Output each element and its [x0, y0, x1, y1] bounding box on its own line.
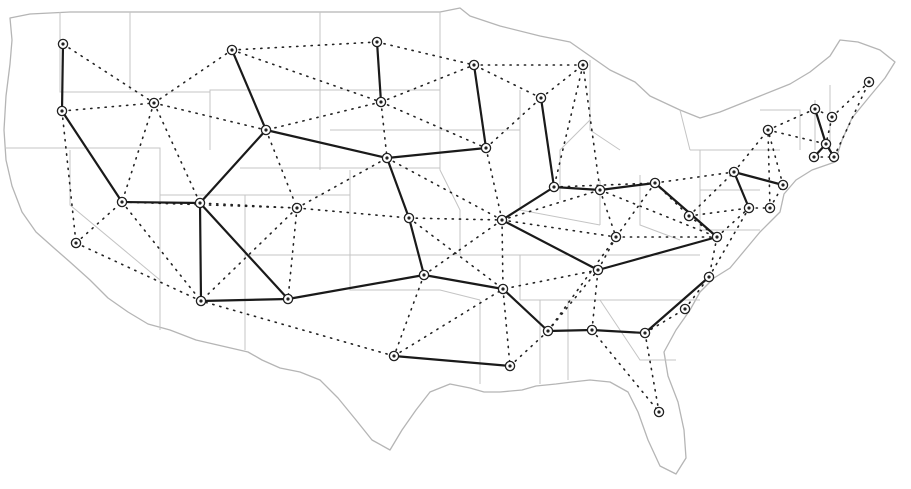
- city-node: [543, 326, 552, 335]
- city-node: [195, 198, 204, 207]
- city-node: [261, 125, 270, 134]
- city-node: [809, 152, 818, 161]
- city-node: [549, 182, 558, 191]
- city-node-center: [60, 109, 63, 112]
- city-node-center: [385, 156, 388, 159]
- city-node-center: [407, 216, 410, 219]
- city-node-center: [830, 115, 833, 118]
- city-node-center: [643, 331, 646, 334]
- city-node-center: [614, 235, 617, 238]
- city-node: [587, 325, 596, 334]
- city-node: [57, 106, 66, 115]
- city-node-center: [813, 107, 816, 110]
- city-node-center: [715, 235, 718, 238]
- city-node: [640, 328, 649, 337]
- city-node: [765, 203, 774, 212]
- city-node-center: [501, 287, 504, 290]
- city-node: [744, 203, 753, 212]
- city-node: [283, 294, 292, 303]
- city-node-center: [768, 206, 771, 209]
- city-node: [71, 238, 80, 247]
- city-node: [729, 167, 738, 176]
- city-node-center: [687, 214, 690, 217]
- city-node: [227, 45, 236, 54]
- city-node: [536, 93, 545, 102]
- city-node: [684, 211, 693, 220]
- city-node-center: [539, 96, 542, 99]
- city-node-center: [264, 128, 267, 131]
- city-node-center: [598, 188, 601, 191]
- city-node: [505, 361, 514, 370]
- city-node-center: [653, 181, 656, 184]
- city-node-center: [484, 146, 487, 149]
- city-node-center: [392, 354, 395, 357]
- city-node-center: [747, 206, 750, 209]
- city-node: [497, 215, 506, 224]
- solid-route-edge: [200, 203, 201, 301]
- city-node-center: [707, 275, 710, 278]
- city-node: [149, 98, 158, 107]
- city-node-center: [152, 101, 155, 104]
- city-node-center: [422, 273, 425, 276]
- city-node-center: [120, 200, 123, 203]
- city-node-center: [508, 364, 511, 367]
- city-node: [593, 265, 602, 274]
- solid-route-edge: [122, 202, 200, 203]
- city-node: [481, 143, 490, 152]
- city-node: [864, 77, 873, 86]
- city-node: [654, 407, 663, 416]
- city-node: [611, 232, 620, 241]
- city-node-center: [590, 328, 593, 331]
- city-node-center: [732, 170, 735, 173]
- city-node: [292, 203, 301, 212]
- city-node: [382, 153, 391, 162]
- city-node: [376, 97, 385, 106]
- city-node-center: [61, 42, 64, 45]
- city-node-center: [472, 63, 475, 66]
- city-node: [117, 197, 126, 206]
- city-node-center: [379, 100, 382, 103]
- city-node: [58, 39, 67, 48]
- city-node: [704, 272, 713, 281]
- city-node-center: [546, 329, 549, 332]
- city-node: [389, 351, 398, 360]
- city-node: [810, 104, 819, 113]
- city-node: [595, 185, 604, 194]
- city-node-center: [552, 185, 555, 188]
- city-node-center: [683, 307, 686, 310]
- city-node: [578, 60, 587, 69]
- city-node-center: [781, 183, 784, 186]
- city-node-center: [824, 142, 827, 145]
- city-node-center: [295, 206, 298, 209]
- city-node-center: [812, 155, 815, 158]
- city-node: [372, 37, 381, 46]
- city-node: [763, 125, 772, 134]
- city-node: [404, 213, 413, 222]
- solid-route-edge: [62, 44, 63, 111]
- solid-route-edge: [548, 330, 592, 331]
- city-node-center: [581, 63, 584, 66]
- city-node: [827, 112, 836, 121]
- city-node-center: [867, 80, 870, 83]
- city-node: [829, 152, 838, 161]
- city-node: [196, 296, 205, 305]
- us-outline-layer: [4, 8, 895, 474]
- city-node: [650, 178, 659, 187]
- city-node-center: [198, 201, 201, 204]
- city-node: [498, 284, 507, 293]
- city-node-center: [596, 268, 599, 271]
- city-node-center: [657, 410, 660, 413]
- city-node-center: [230, 48, 233, 51]
- city-node: [712, 232, 721, 241]
- city-node-center: [766, 128, 769, 131]
- city-node-center: [74, 241, 77, 244]
- city-node-center: [199, 299, 202, 302]
- us-mainland-outline: [4, 8, 895, 474]
- city-node: [821, 139, 830, 148]
- city-node: [419, 270, 428, 279]
- city-node-center: [375, 40, 378, 43]
- city-node: [469, 60, 478, 69]
- city-node-center: [832, 155, 835, 158]
- city-node: [778, 180, 787, 189]
- city-node-center: [500, 218, 503, 221]
- city-node-center: [286, 297, 289, 300]
- city-node: [680, 304, 689, 313]
